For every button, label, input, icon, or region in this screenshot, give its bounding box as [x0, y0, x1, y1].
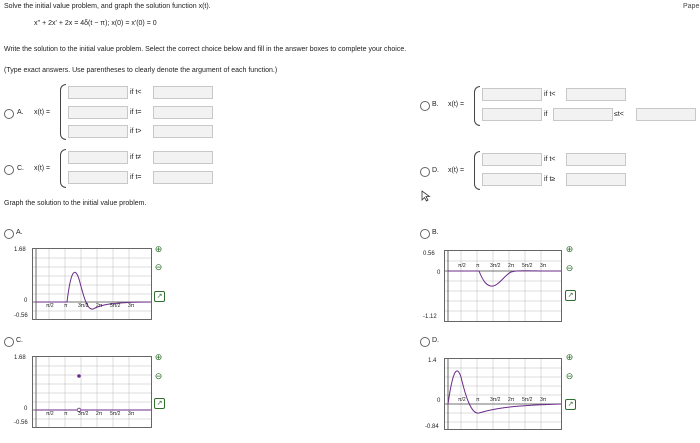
choice-d-radio[interactable] — [420, 167, 430, 177]
choice-c-lhs: x(t) = — [34, 165, 51, 172]
tick-label: 3π — [128, 303, 135, 309]
choice-b-lhs: x(t) = — [448, 101, 465, 108]
graph-a-radio[interactable] — [4, 229, 14, 239]
choice-c-radio[interactable] — [4, 165, 14, 175]
choice-c-brace — [60, 149, 66, 188]
tick-label: 5π/2 — [110, 303, 121, 309]
tick-label: 3π — [540, 263, 547, 269]
tick-label: 5π/2 — [522, 397, 533, 403]
graph-c-radio[interactable] — [4, 337, 14, 347]
equation: x'' + 2x' + 2x = 4δ(t − π); x(0) = x'(0) = 0 — [34, 20, 157, 27]
graph-a-ymax: 1.68 — [14, 247, 26, 253]
graph-b-ymax: 0.56 — [423, 251, 435, 257]
choice-d-letter: D. — [432, 167, 439, 174]
choice-d-brace — [474, 151, 480, 190]
cursor-icon — [421, 190, 431, 202]
graph-d-zoom-out-icon[interactable]: ⊖ — [565, 371, 574, 381]
choice-d-bound1[interactable] — [566, 153, 626, 166]
choice-d-lhs: x(t) = — [448, 167, 465, 174]
tick-label: 3π — [128, 411, 135, 417]
graph-c-letter: C. — [16, 337, 23, 344]
graph-b-zoom-in-icon[interactable]: ⊕ — [565, 244, 574, 254]
choice-d-expr2[interactable] — [482, 173, 542, 186]
graph-a-letter: A. — [16, 229, 23, 236]
choice-a-bound3[interactable] — [153, 125, 213, 138]
paper-label[interactable]: Pape — [683, 3, 700, 10]
tick-label: 3π — [540, 397, 547, 403]
tick-label: π/2 — [458, 263, 466, 269]
graph-d-ymax: 1.4 — [428, 358, 437, 364]
tick-label: π — [476, 263, 480, 269]
choice-c-bound1[interactable] — [153, 151, 213, 164]
choice-b-cond1: if t< — [544, 91, 556, 98]
choice-c-cond1: if t≠ — [130, 154, 142, 161]
choice-c-cond2: if t= — [130, 174, 142, 181]
tick-label: π/2 — [46, 303, 54, 309]
choice-b-lower[interactable] — [553, 108, 613, 121]
tick-label: 2π — [96, 411, 103, 417]
graph-b-letter: B. — [432, 229, 439, 236]
tick-label: 5π/2 — [110, 411, 121, 417]
choice-c-bound2[interactable] — [153, 171, 213, 184]
choice-d-expr1[interactable] — [482, 153, 542, 166]
graph-d-ticks — [447, 397, 563, 405]
tick-label: 3π/2 — [490, 263, 501, 269]
graph-a-zoom-out-icon[interactable]: ⊖ — [154, 262, 163, 272]
choice-b-expr1[interactable] — [482, 88, 542, 101]
choice-a-cond2: if t= — [130, 109, 142, 116]
choice-a-bound2[interactable] — [153, 106, 213, 119]
choice-b-expr2[interactable] — [482, 108, 542, 121]
choice-a-radio[interactable] — [4, 109, 14, 119]
choice-a-lhs: x(t) = — [34, 109, 51, 116]
choice-a-brace — [60, 84, 66, 140]
graph-prompt: Graph the solution to the initial value problem. — [4, 200, 147, 207]
tick-label: 3π/2 — [78, 303, 89, 309]
problem-text: Solve the initial value problem, and graph the solution function x(t). — [4, 3, 211, 10]
graph-d-zoom-in-icon[interactable]: ⊕ — [565, 352, 574, 362]
graph-d-radio[interactable] — [420, 337, 430, 347]
instruction-line2: (Type exact answers. Use parentheses to clearly denote the argument of each function.) — [4, 67, 278, 74]
graph-c-zero: 0 — [24, 406, 28, 412]
choice-b-brace — [474, 86, 480, 126]
choice-b-cond2b: ≤t< — [614, 111, 624, 118]
graph-c-ticks — [35, 411, 151, 419]
graph-c-zoom-out-icon[interactable]: ⊖ — [154, 371, 163, 381]
choice-d-bound2[interactable] — [566, 173, 626, 186]
tick-label: 5π/2 — [522, 263, 533, 269]
graph-b-zoom-out-icon[interactable]: ⊖ — [565, 263, 574, 273]
choice-d-cond1: if t< — [544, 156, 556, 163]
graph-c-external-icon[interactable]: ↗ — [154, 398, 165, 409]
choice-a-cond3: if t> — [130, 128, 142, 135]
graph-c-zoom-in-icon[interactable]: ⊕ — [154, 352, 163, 362]
tick-label: π — [476, 397, 480, 403]
graph-b-ticks — [447, 263, 563, 271]
choice-d-cond2: if t≥ — [544, 176, 556, 183]
graph-b-external-icon[interactable]: ↗ — [565, 290, 576, 301]
choice-b-radio[interactable] — [420, 101, 430, 111]
graph-d-zero: 0 — [437, 398, 441, 404]
tick-label: 2π — [96, 303, 103, 309]
tick-label: π — [64, 411, 68, 417]
graph-a-ticks — [35, 303, 151, 311]
tick-label: π — [64, 303, 68, 309]
tick-label: π/2 — [458, 397, 466, 403]
graph-a-zoom-in-icon[interactable]: ⊕ — [154, 244, 163, 254]
choice-a-letter: A. — [17, 109, 24, 116]
graph-a-ymin: -0.56 — [14, 313, 28, 319]
choice-a-bound1[interactable] — [153, 86, 213, 99]
tick-label: 2π — [508, 263, 515, 269]
graph-b-radio[interactable] — [420, 229, 430, 239]
tick-label: π/2 — [46, 411, 54, 417]
choice-b-upper[interactable] — [636, 108, 696, 121]
choice-c-expr1[interactable] — [68, 151, 128, 164]
choice-a-cond1: if t< — [130, 89, 142, 96]
choice-a-expr3[interactable] — [68, 125, 128, 138]
graph-d-letter: D. — [432, 337, 439, 344]
graph-b-ymin: -1.12 — [423, 314, 437, 320]
choice-b-bound1[interactable] — [566, 88, 626, 101]
choice-a-expr1[interactable] — [68, 86, 128, 99]
graph-d-ymin: -0.84 — [425, 424, 439, 430]
graph-a-external-icon[interactable]: ↗ — [154, 291, 165, 302]
choice-c-expr2[interactable] — [68, 171, 128, 184]
tick-label: 3π/2 — [490, 397, 501, 403]
choice-a-expr2[interactable] — [68, 106, 128, 119]
tick-label: 3π/2 — [78, 411, 89, 417]
graph-d-external-icon[interactable]: ↗ — [565, 399, 576, 410]
tick-label: 2π — [508, 397, 515, 403]
choice-b-cond2: if — [544, 111, 548, 118]
graph-d-plot[interactable] — [444, 358, 562, 430]
instruction-line1: Write the solution to the initial value problem. Select the correct choice below and fill in the answer boxes to complete your choice. — [4, 46, 407, 53]
graph-c-ymax: 1.68 — [14, 355, 26, 361]
graph-c-ymin: -0.56 — [14, 420, 28, 426]
graph-b-plot[interactable] — [444, 250, 562, 322]
graph-a-zero: 0 — [24, 298, 28, 304]
choice-b-letter: B. — [432, 101, 439, 108]
graph-b-zero: 0 — [437, 270, 441, 276]
choice-c-letter: C. — [17, 165, 24, 172]
